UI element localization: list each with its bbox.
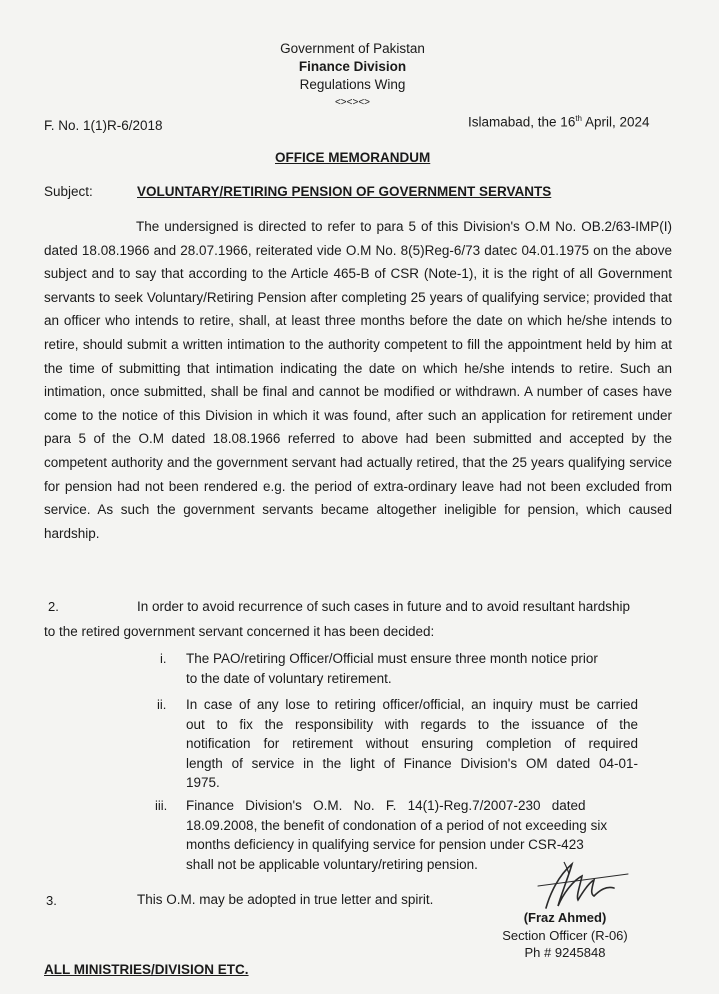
list-item-2-line-3: notification for retirement without ensuring completion of required <box>186 736 638 751</box>
header-wing: Regulations Wing <box>299 77 406 92</box>
subject-label: Subject: <box>44 184 93 199</box>
list-item-3-line-1: Finance Division's O.M. No. F. 14(1)-Reg.7/2007-230 dated <box>186 798 586 813</box>
list-item-2-line-4: length of service in the light of Finance Division's OM dated 04-01- <box>186 755 638 771</box>
subject-text: VOLUNTARY/RETIRING PENSION OF GOVERNMENT SERVANTS <box>137 184 552 199</box>
date-suffix: April, 2024 <box>582 114 650 130</box>
paragraph-2-number: 2. <box>48 599 59 614</box>
header-division: Finance Division <box>298 59 407 74</box>
list-item-2-line-1: In case of any lose to retiring officer/official, an inquiry must be carried <box>186 697 638 712</box>
list-item-3-line-3: months deficiency in qualifying service for pension under CSR-423 <box>186 837 584 852</box>
list-item-2-number: ii. <box>157 697 167 712</box>
paragraph-2-line-1: In order to avoid recurrence of such cases in future and to avoid resultant hardship <box>137 599 631 614</box>
date-superscript: th <box>575 114 582 123</box>
list-item-1-line-1: The PAO/retiring Officer/Official must ensure three month notice prior <box>186 651 598 666</box>
list-item-3-line-4: shall not be applicable voluntary/retiring pension. <box>186 856 478 872</box>
list-item-1-line-2: to the date of voluntary retirement. <box>186 670 392 686</box>
paragraph-2-line-2: to the retired government servant concerned it has been decided: <box>44 624 435 639</box>
list-item-2-line-2: out to fix the responsibility with regards to the issuance of the <box>186 716 638 732</box>
list-item-2-line-5: 1975. <box>186 775 220 790</box>
signatory-phone: Ph # 9245848 <box>524 945 606 960</box>
header-government: Government of Pakistan <box>280 41 425 56</box>
list-item-1-number: i. <box>160 651 167 666</box>
memo-date <box>468 114 650 130</box>
paragraph-3-text: This O.M. may be adopted in true letter and spirit. <box>137 892 434 907</box>
handwritten-signature <box>528 856 638 916</box>
file-number: F. No. 1(1)R-6/2018 <box>44 118 163 133</box>
signatory-name: (Fraz Ahmed) <box>523 910 607 925</box>
header-ornament: <><><> <box>334 97 371 108</box>
paragraph-1: The undersigned is directed to refer to para 5 of this Division's O.M No. OB.2/63-IMP(I) dated 18.08.1966 and 28.07.1966, reiterated vide O.M No. 8(5)Reg-6/73 datec 04.01.1975 on the above subject and to say that according to the Article 465-B of CSR (Note-1), it is the right of all Government servants to seek Voluntary/Retiring Pension after completing 25 years of qualifying service; provided that an officer who intends to retire, shall, at least three months before the date on which he/she intends to retire, should submit a written intimation to the authority competent to fill the appointment held by him at the time of submitting that intimation indicating the date on which he/she intends to retire. Such an intimation, once submitted, shall be final and cannot be modified or withdrawn. A number of cases have come to the notice of this Division in which it was found, after such an application for retirement under para 5 of the O.M dated 18.08.1966 referred to above had been submitted and accepted by the competent authority and the government servant had actually retired, that the 25 years qualifying service for pension had not been rendered e.g. the period of extra-ordinary leave had not been excluded from service. As such the government servants became altogether ineligible for pension, which caused hardship. <box>44 219 672 541</box>
memo-title: OFFICE MEMORANDUM <box>275 150 431 165</box>
list-item-2 <box>186 695 638 773</box>
paragraph-3-number: 3. <box>46 893 57 908</box>
addressee: ALL MINISTRIES/DIVISION ETC. <box>44 962 249 977</box>
signatory-designation: Section Officer (R-06) <box>502 928 628 943</box>
list-item-3-line-2: 18.09.2008, the benefit of condonation of a period of not exceeding six <box>186 817 608 833</box>
list-item-3-number: iii. <box>155 798 168 813</box>
list-item-1 <box>186 649 646 688</box>
date-prefix: Islamabad, the 16 <box>468 114 576 130</box>
